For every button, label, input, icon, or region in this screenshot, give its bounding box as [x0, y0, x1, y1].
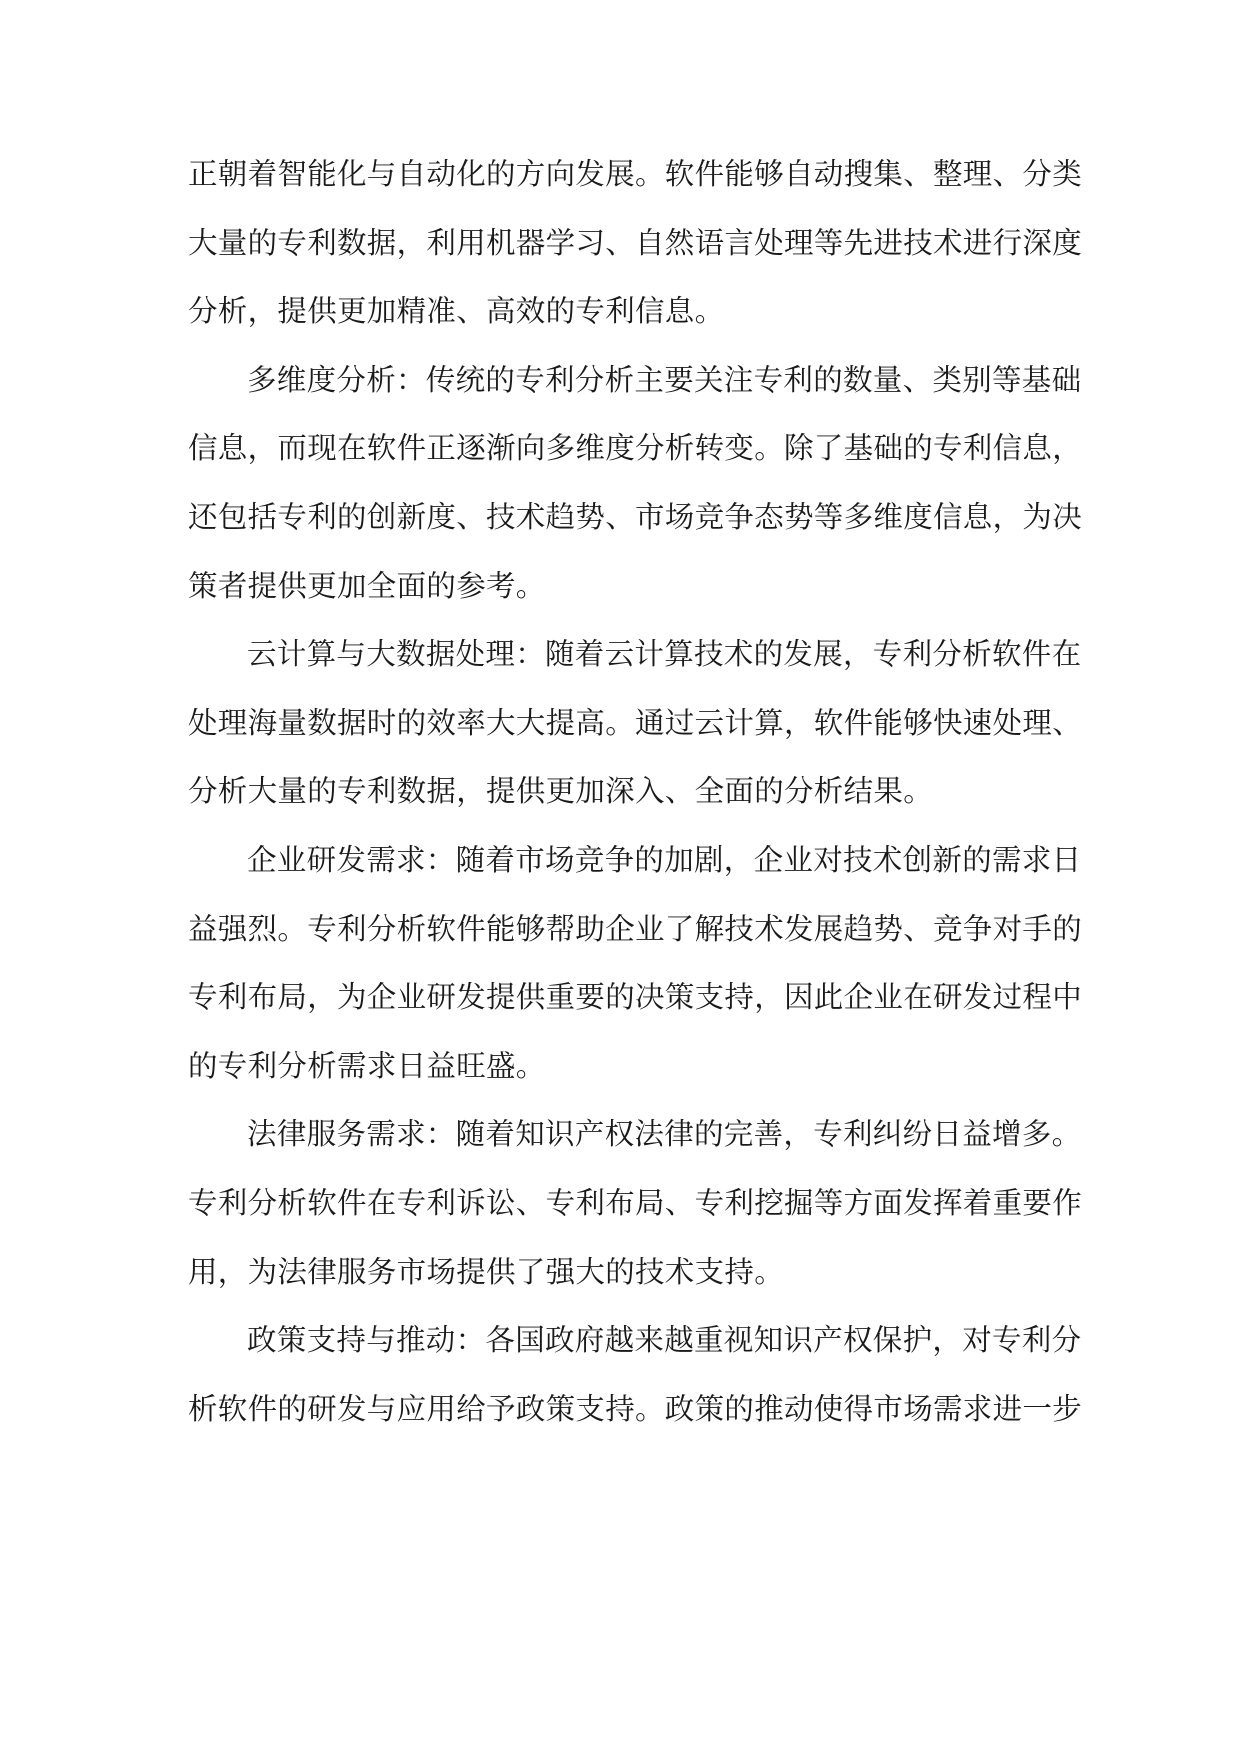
- text-line: 信息，而现在软件正逐渐向多维度分析转变。除了基础的专利信息，: [188, 431, 1083, 466]
- text-line: 还包括专利的创新度、技术趋势、市场竞争态势等多维度信息，为决: [188, 499, 1083, 534]
- text-line: 益强烈。专利分析软件能够帮助企业了解技术发展趋势、竞争对手的: [188, 911, 1083, 946]
- paragraph-first-line: 云计算与大数据处理：随着云计算技术的发展，专利分析软件在: [247, 637, 1082, 672]
- text-line: 专利布局，为企业研发提供重要的决策支持，因此企业在研发过程中: [188, 980, 1083, 1015]
- text-line: 处理海量数据时的效率大大提高。通过云计算，软件能够快速处理、: [188, 705, 1083, 740]
- text-line: 的专利分析需求日益旺盛。: [188, 1048, 546, 1083]
- text-line: 用，为法律服务市场提供了强大的技术支持。: [188, 1254, 785, 1289]
- text-line: 策者提供更加全面的参考。: [188, 568, 546, 603]
- text-line: 分析，提供更加精准、高效的专利信息。: [188, 294, 725, 329]
- text-line: 析软件的研发与应用给予政策支持。政策的推动使得市场需求进一步: [188, 1391, 1083, 1426]
- text-line: 专利分析软件在专利诉讼、专利布局、专利挖掘等方面发挥着重要作: [188, 1185, 1083, 1220]
- paragraph-first-line: 法律服务需求：随着知识产权法律的完善，专利纠纷日益增多。: [247, 1117, 1082, 1152]
- paragraph-first-line: 政策支持与推动：各国政府越来越重视知识产权保护，对专利分: [247, 1323, 1082, 1358]
- paragraph-first-line: 多维度分析：传统的专利分析主要关注专利的数量、类别等基础: [247, 362, 1082, 397]
- text-line: 分析大量的专利数据，提供更加深入、全面的分析结果。: [188, 774, 934, 809]
- text-line: 正朝着智能化与自动化的方向发展。软件能够自动搜集、整理、分类: [188, 157, 1083, 191]
- paragraph-first-line: 企业研发需求：随着市场竞争的加剧，企业对技术创新的需求日: [247, 842, 1082, 877]
- text-line: 大量的专利数据，利用机器学习、自然语言处理等先进技术进行深度: [188, 225, 1083, 260]
- body-text: [188, 140, 1083, 1443]
